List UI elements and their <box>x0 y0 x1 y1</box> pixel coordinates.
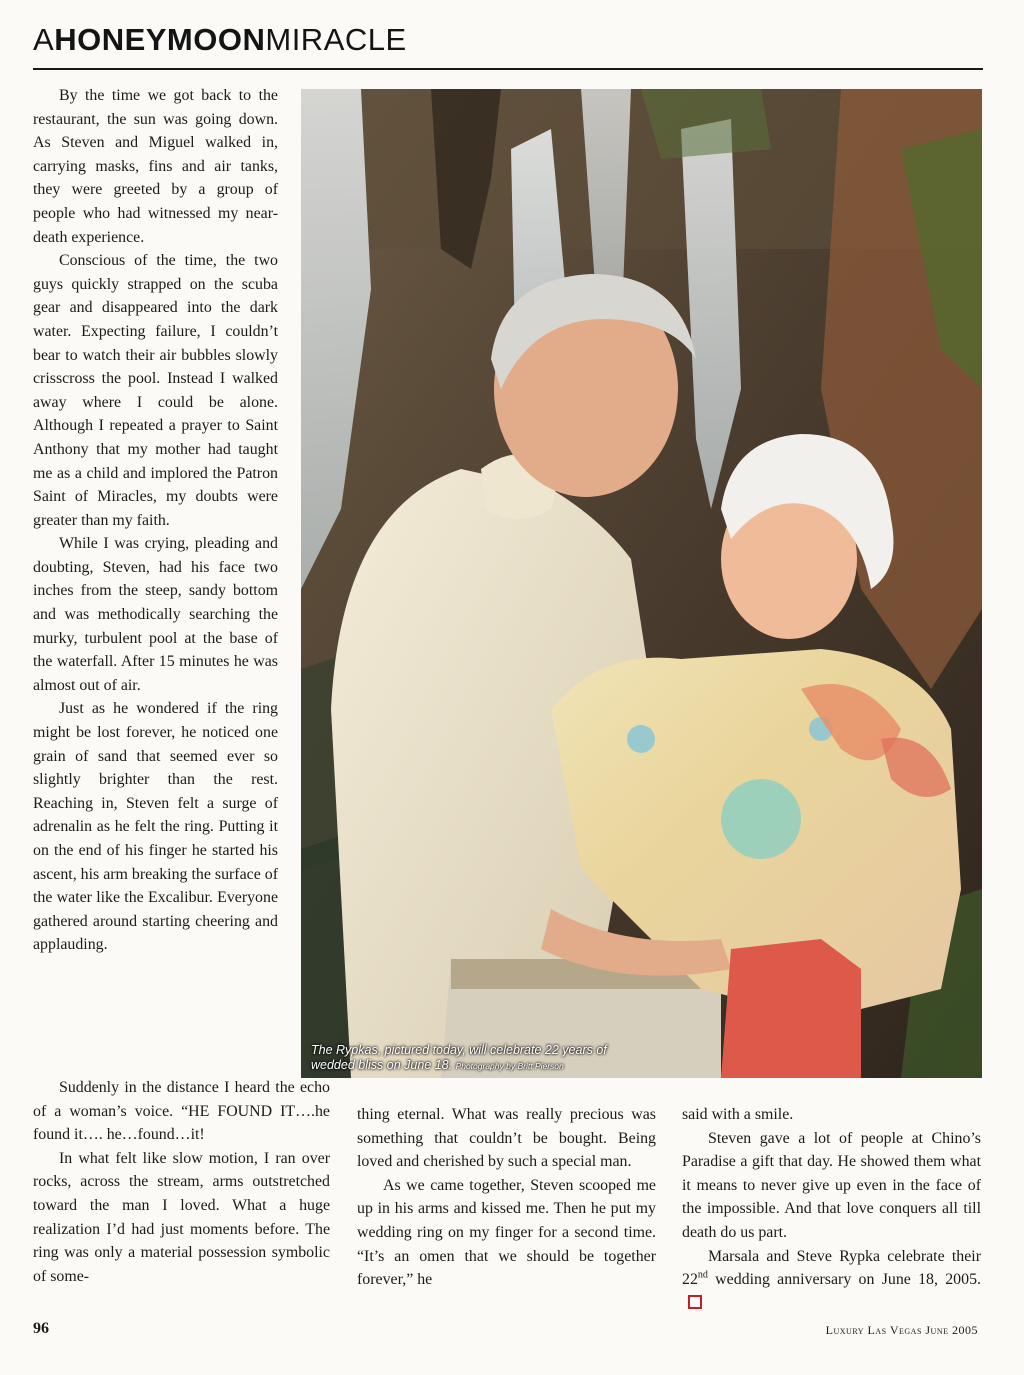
header-highlight: HONEYMOON <box>54 22 266 57</box>
paragraph: Steven gave a lot of people at Chino’s Paradise a gift that day. He showed them what it means to never give up even in the face of the impossible. And that love conquers all till death do us part. <box>682 1129 981 1241</box>
ordinal-suffix: nd <box>697 1269 708 1281</box>
caption-text: The Rypkas, pictured today, will celebrate 22 years of wedded bliss on June 18. <box>311 1043 607 1072</box>
paragraph: Just as he wondered if the ring might be lost forever, he noticed one grain of sand that seemed ever so slightly brighter than the rest. Reaching in, Steven felt a surge of adrenalin as he felt the ring. Putting it on the end of his finger he started his ascent, his arm breaking the surface of the water like the Excalibur. Everyone gathered around starting cheering and applauding. <box>33 700 278 954</box>
header-rule <box>33 68 983 70</box>
paragraph: said with a smile. <box>682 1106 794 1123</box>
paragraph: While I was crying, pleading and doubting, Steven, had his face two inches from the steep, sandy bottom and was methodically searching the murky, turbulent pool at the base of the waterfall. After 15 minutes he was almost out of air. <box>33 535 278 694</box>
paragraph: thing eternal. What was really precious was something that couldn’t be bought. Being loved and cherished by such a special man. <box>357 1106 656 1171</box>
article-header <box>33 22 983 62</box>
closing-text: Marsala and Steve Rypka celebrate their 22 <box>682 1247 981 1289</box>
paragraph: Suddenly in the distance I heard the echo of a woman’s voice. “HE FOUND IT….he found it…. he…found…it! <box>33 1079 330 1144</box>
couple-illustration <box>301 89 982 1078</box>
header-suffix: MIRACLE <box>265 22 407 57</box>
left-column-top <box>33 84 278 957</box>
paragraph: In what felt like slow motion, I ran over rocks, across the stream, arms outstretched toward the man I loved. What a huge realization I’d had just moments before. The ring was only a material possession symbolic of some- <box>33 1149 330 1285</box>
paragraph: As we came together, Steven scooped me up in his arms and kissed me. Then he put my wedding ring on my finger for a second time. “It’s an omen that we should be together forever,” he <box>357 1176 656 1289</box>
photo-caption <box>311 1043 641 1074</box>
photo-credit: Photography by Britt Pierson <box>455 1061 564 1071</box>
publication-footer: Luxury Las Vegas June 2005 <box>825 1323 978 1337</box>
page-number: 96 <box>33 1320 49 1337</box>
closing-paragraph <box>682 1245 981 1316</box>
left-column-bottom <box>33 1076 330 1288</box>
paragraph: Conscious of the time, the two guys quickly strapped on the scuba gear and disappeared into the dark water. Expecting failure, I couldn’t bear to watch their air bubbles slowly crisscross the pool. Instead I walked away where I could be alone. Although I repeated a prayer to Saint Anthony that my mother had taught me as a child and implored the Patron Saint of Miracles, my doubts were greater than my faith. <box>33 252 278 529</box>
end-mark-icon <box>688 1295 702 1309</box>
couple-photo <box>301 89 982 1078</box>
paragraph: By the time we got back to the restaurant, the sun was going down. As Steven and Miguel walked in, carrying masks, fins and air tanks, they were greeted by a group of people who had witnessed my near-death experience. <box>33 87 278 246</box>
header-prefix: A <box>33 22 55 57</box>
right-column <box>682 1103 981 1315</box>
middle-column <box>357 1103 656 1292</box>
closing-text-end: wedding anniversary on June 18, 2005. <box>707 1271 981 1289</box>
